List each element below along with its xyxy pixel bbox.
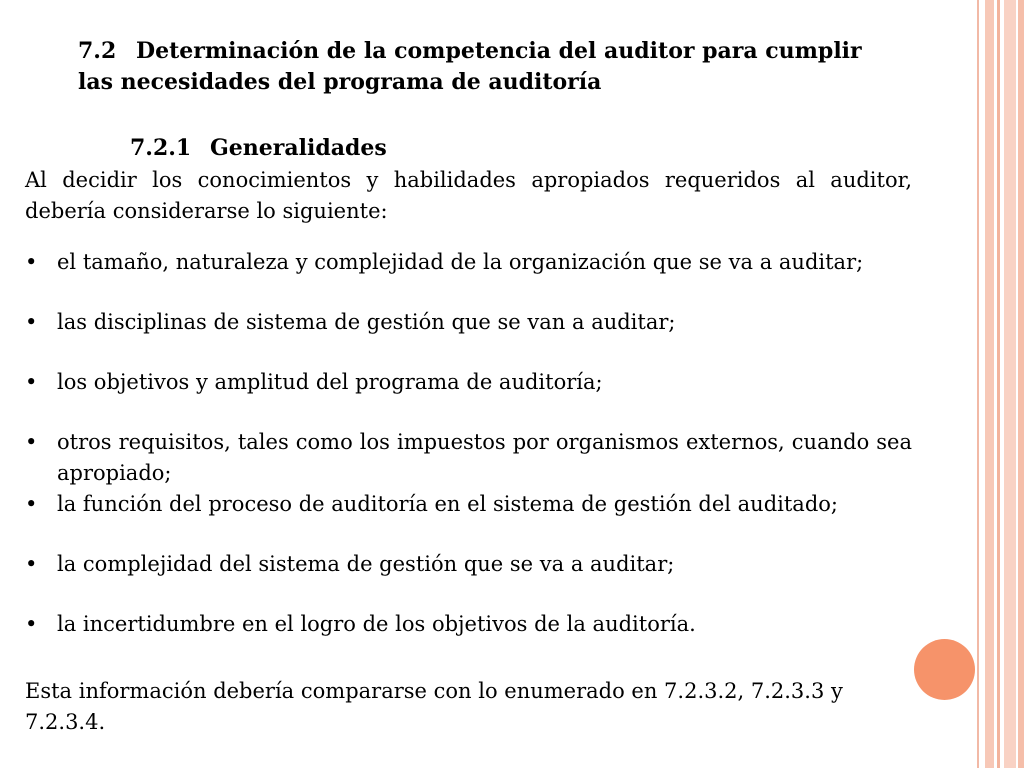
list-item <box>25 427 912 489</box>
decorative-stripe <box>985 0 994 768</box>
bullet-list <box>25 247 912 640</box>
closing-paragraph: Esta información debería compararse con lo enumerado en 7.2.3.2, 7.2.3.3 y 7.2.3.4. <box>25 679 843 734</box>
list-item <box>25 609 912 640</box>
decorative-circle <box>914 639 975 700</box>
list-item-text: la complejidad del sistema de gestión que se va a auditar; <box>57 552 675 576</box>
bullet-dot: • <box>25 370 38 394</box>
bullet-dot: • <box>25 612 38 636</box>
bullet-dot: • <box>25 492 38 516</box>
bullet-dot: • <box>25 250 38 274</box>
bullet-dot: • <box>25 552 38 576</box>
decorative-stripe <box>1018 0 1024 768</box>
section-heading <box>78 36 898 98</box>
decorative-stripe <box>977 0 979 768</box>
list-item <box>25 307 912 338</box>
bullet-dot: • <box>25 430 38 454</box>
subsection-heading <box>130 133 387 164</box>
list-item-text: la incertidumbre en el logro de los objetivos de la auditoría. <box>57 612 696 636</box>
list-item-text: las disciplinas de sistema de gestión que se van a auditar; <box>57 310 676 334</box>
bullet-dot: • <box>25 310 38 334</box>
list-item <box>25 247 912 278</box>
list-item <box>25 549 912 580</box>
decorative-stripe <box>1004 0 1016 768</box>
list-item <box>25 489 912 520</box>
list-item-text: el tamaño, naturaleza y complejidad de la organización que se va a auditar; <box>57 250 864 274</box>
subsection-number: 7.2.1 <box>130 135 192 161</box>
list-item-text: la función del proceso de auditoría en el sistema de gestión del auditado; <box>57 492 838 516</box>
list-item-text: los objetivos y amplitud del programa de auditoría; <box>57 370 603 394</box>
section-number: 7.2 <box>78 38 117 64</box>
list-item <box>25 367 912 398</box>
decorative-stripe <box>997 0 1000 768</box>
section-title: Determinación de la competencia del auditor para cumplir las necesidades del programa de auditoría <box>78 38 862 95</box>
subsection-title: Generalidades <box>210 135 387 161</box>
list-item-text: otros requisitos, tales como los impuestos por organismos externos, cuando sea apropiado; <box>57 430 912 485</box>
intro-paragraph: Al decidir los conocimientos y habilidades apropiados requeridos al auditor, debería considerarse lo siguiente: <box>25 168 912 223</box>
